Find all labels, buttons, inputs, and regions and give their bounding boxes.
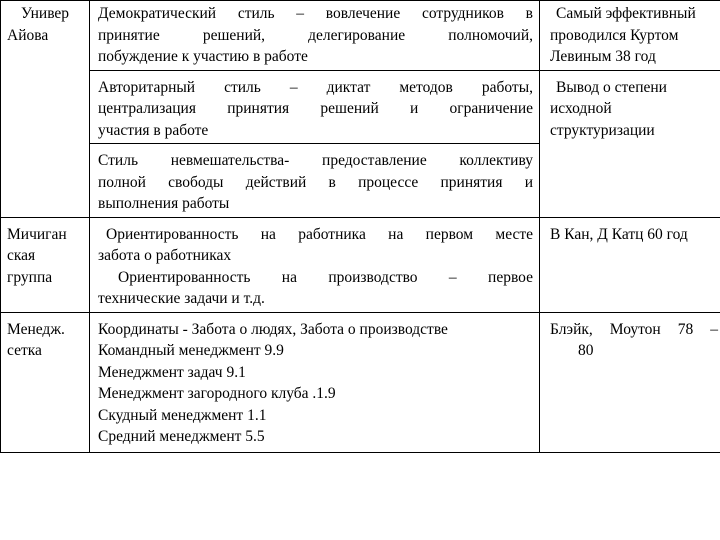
cell-line: В Кан, Д Катц 60 год (550, 225, 688, 243)
cell-line: Координаты - Забота о людях, Забота о производстве (98, 320, 448, 338)
cell-line: забота о работниках (98, 247, 232, 264)
cell-line: Левиным 38 год (550, 48, 656, 65)
cell-line: исходной (550, 100, 612, 117)
cell-line: Демократический стиль – вовлечение сотрудников в (98, 5, 533, 22)
cell-line: Менеджмент загородного клуба .1.9 (98, 385, 336, 402)
cell-line: централизация принятия решений и ограничение (98, 100, 533, 117)
note-cell-empty (540, 144, 720, 218)
group-cell-iowa (1, 1, 90, 218)
style-cell-democratic (90, 1, 540, 71)
cell-line: Средний менеджмент 5.5 (98, 428, 265, 445)
style-cell-michigan (90, 217, 540, 312)
cell-line: полной свободы действий в процессе принятия и (98, 173, 533, 191)
cell-line: Менеджмент задач 9.1 (98, 363, 246, 381)
cell-line: выполнения работы (98, 195, 230, 212)
cell-line: Универ (21, 5, 70, 22)
cell-line: Айова (7, 26, 49, 44)
style-cell-authoritarian (90, 70, 540, 144)
cell-line: группа (7, 268, 53, 286)
table-row (1, 1, 720, 71)
cell-line: технические задачи и т.д. (98, 290, 265, 307)
cell-line: Мичиган (7, 225, 67, 243)
cell-line: ская (7, 247, 36, 264)
note-cell-grid (540, 312, 720, 452)
cell-line: Вывод о степени (556, 78, 667, 96)
cell-line: принятие решений, делегирование полномочий, (98, 26, 533, 44)
cell-line: Блэйк, Моутон 78 – (550, 320, 718, 338)
cell-line: Самый эффективный (556, 5, 696, 22)
cell-line: 80 (578, 342, 594, 359)
cell-line: участия в работе (98, 121, 209, 139)
cell-line: Командный менеджмент 9.9 (98, 342, 284, 359)
cell-line: проводился Куртом (550, 26, 679, 44)
cell-line: Ориентированность на работника на первом месте (106, 225, 533, 243)
cell-line: побуждение к участию в работе (98, 48, 308, 65)
table-row (1, 144, 720, 218)
group-cell-michigan (1, 217, 90, 312)
cell-line: Ориентированность на производство – первое (118, 268, 533, 286)
cell-line: Менедж. (7, 320, 65, 338)
style-cell-grid (90, 312, 540, 452)
note-cell-michigan (540, 217, 720, 312)
group-cell-grid (1, 312, 90, 452)
table-row (1, 70, 720, 144)
cell-line: Авторитарный стиль – диктат методов работы, (98, 78, 533, 96)
cell-line: Скудный менеджмент 1.1 (98, 406, 267, 424)
table-row (1, 217, 720, 312)
cell-line: структуризации (550, 121, 655, 139)
table-row (1, 312, 720, 452)
note-cell-iowa-1 (540, 1, 720, 71)
cell-line: сетка (7, 342, 42, 359)
style-cell-laissez-faire (90, 144, 540, 218)
cell-line: Стиль невмешательства- предоставление коллективу (98, 152, 533, 169)
note-cell-iowa-2 (540, 70, 720, 144)
